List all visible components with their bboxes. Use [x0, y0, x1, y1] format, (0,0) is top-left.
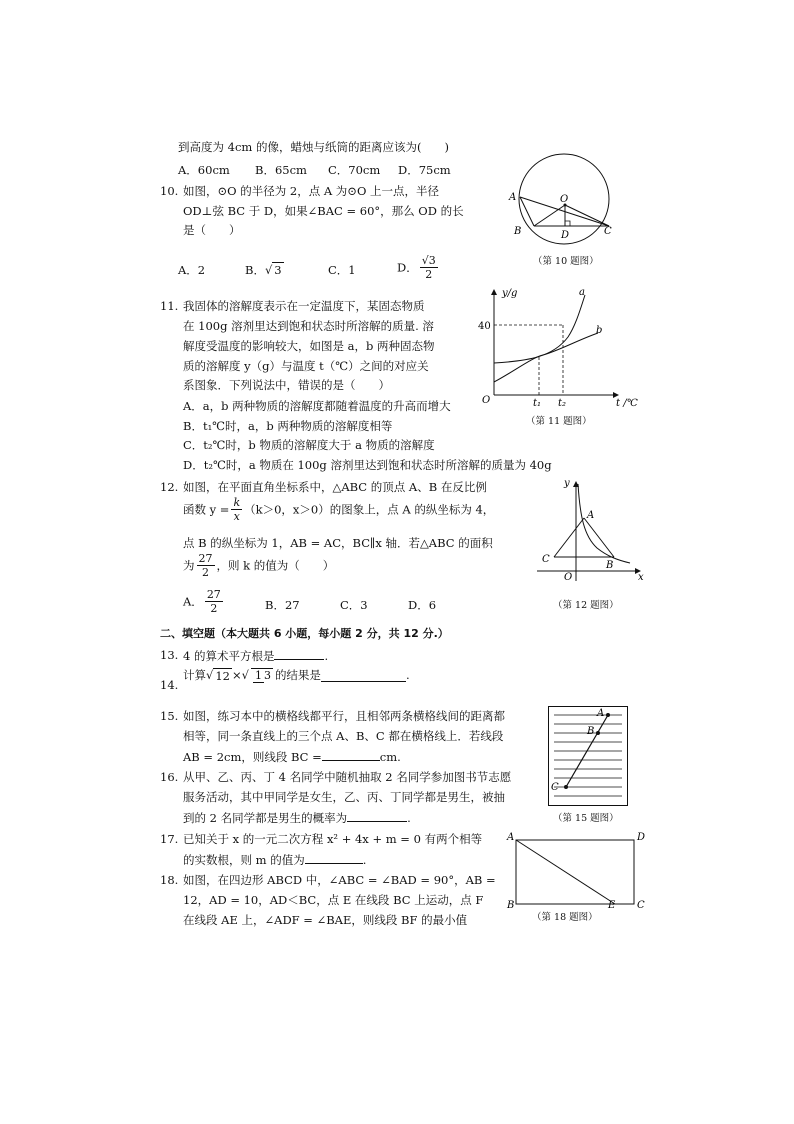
q13-text-pre: 4 的算术平方根是 [183, 649, 275, 663]
q16-line3-pre: 到的 2 名同学都是男生的概率为 [183, 811, 348, 825]
q10-option-b: B．√ 3 [245, 263, 282, 277]
q12-label-b: B [606, 560, 614, 571]
q13-text [183, 647, 328, 664]
q12-line1: 如图，在平面直角坐标系中，△ABC 的顶点 A、B 在反比例 [183, 480, 487, 494]
q12-caption: （第 12 题图） [553, 600, 619, 611]
q14-text: 计算√ 12 ×√ 1 3 的结果是 . [183, 668, 410, 683]
q17-line2-pre: 的实数根，则 m 的值为 [183, 853, 305, 867]
q10-figure [508, 168, 648, 248]
q9-line: 到高度为 4cm 的像，蜡烛与纸筒的距离应该为( ) [178, 140, 449, 154]
q17-line2-post: . [362, 853, 367, 867]
q11-label-b: b [596, 325, 603, 336]
q10-option-b-radicand: 3 [274, 263, 282, 277]
q16-line3 [183, 809, 411, 826]
q17-line1: 已知关于 x 的一元二次方程 x² + 4x + m = 0 有两个相等 [183, 832, 483, 846]
q11-label-40: 40 [478, 321, 491, 332]
q10-option-c: C．1 [328, 263, 356, 277]
q15-line3 [183, 748, 401, 765]
q16-line3-post: . [407, 811, 411, 825]
q10-option-d-numerator: √3 [421, 254, 436, 267]
q10-option-b-label: B． [245, 263, 265, 277]
q12-line3: 点 B 的纵坐标为 1，AB = AC，BC∥x 轴．若△ABC 的面积 [183, 536, 493, 550]
q14-number: 14. [160, 678, 179, 692]
q18-line1: 如图，在四边形 ABCD 中，∠ABC = ∠BAD = 90°，AB = [183, 873, 496, 887]
section-title-fill-in: 二、填空题（本大题共 6 小题，每小题 2 分，共 12 分.） [160, 627, 449, 640]
q11-xlabel: t /℃ [616, 398, 638, 409]
q11-label-a: a [579, 287, 585, 298]
q9-option-d: D．75cm [398, 163, 451, 177]
q15-number: 15. [160, 709, 179, 723]
q13-number: 13. [160, 648, 179, 662]
q12-line4-numerator: 27 [198, 552, 213, 565]
q12-line2-pre: 函数 y = [183, 502, 230, 517]
q15-label-c: C [551, 782, 559, 793]
q12-line4-post: ，则 k 的值为（ ） [216, 558, 335, 573]
q10-option-a: A．2 [178, 263, 206, 277]
q9-option-a: A．60cm [178, 163, 230, 177]
q16-number: 16. [160, 770, 179, 784]
q12-label-y: y [564, 478, 570, 489]
q12-figure [532, 476, 647, 586]
q11-origin: O [482, 395, 491, 406]
q18-caption: （第 18 题图） [532, 912, 598, 923]
q10-label-a: A [509, 192, 517, 203]
q18-figure [505, 830, 650, 910]
q14-radicand: 12 [215, 668, 230, 683]
q15-line1: 如图，练习本中的横格线都平行，且相邻两条横格线间的距离都 [183, 709, 505, 723]
q9-option-b: B．65cm [255, 163, 307, 177]
q11-curve-b [494, 333, 598, 382]
q18-line3: 在线段 AE 上，∠ADF = ∠BAE，则线段 BF 的最小值 [183, 913, 468, 927]
q14-frac-numerator: 1 [254, 668, 262, 682]
q9-option-c: C．70cm [328, 163, 381, 177]
q11-label-t1: t₁ [533, 398, 542, 409]
q18-label-b: B [507, 900, 515, 911]
q15-label-b: B [587, 726, 595, 737]
q10-label-d: D [561, 230, 570, 241]
q18-label-d: D [637, 832, 646, 843]
q10-option-d-denominator: 2 [425, 268, 433, 281]
q12-label-c: C [542, 554, 550, 565]
q15-answer-blank[interactable] [322, 748, 380, 761]
q13-answer-blank[interactable] [274, 647, 324, 660]
q14-text-post: 的结果是 [274, 668, 321, 682]
q12-option-d: D．6 [408, 598, 437, 612]
q18-line2: 12，AD = 10，AD＜BC，点 E 在线段 BC 上运动，点 F [183, 893, 484, 907]
q11-option-a: A．a，b 两种物质的溶解度都随着温度的升高而增大 [183, 399, 451, 413]
q15-line3-post: cm. [379, 750, 401, 764]
q11-number: 11. [160, 299, 179, 313]
q15-line3-pre: AB = 2cm，则线段 BC = [183, 750, 322, 764]
q16-answer-blank[interactable] [347, 809, 407, 822]
q14-text-pre: 计算 [183, 668, 206, 682]
q10-label-o: O [560, 194, 569, 205]
q12-option-a-label: A． [183, 594, 203, 609]
q11-option-c: C．t₂℃时，b 物质的溶解度大于 a 物质的溶解度 [183, 438, 435, 452]
q18-label-a: A [507, 832, 515, 843]
q12-line2 [183, 496, 494, 523]
q18-label-e: E [608, 900, 616, 911]
q13-text-post: . [324, 649, 329, 663]
q11-curve-a [494, 295, 585, 363]
q14-answer-blank[interactable] [321, 669, 406, 682]
q17-answer-blank[interactable] [305, 851, 363, 864]
q14-end: . [405, 668, 410, 682]
q12-option-a-numerator: 27 [206, 588, 221, 601]
q11-line5: 系图象．下列说法中，错误的是（ ） [183, 378, 390, 392]
q11-line3: 解度受温度的影响较大，如图是 a，b 两种固态物 [183, 339, 435, 353]
q12-line4-denominator: 2 [202, 566, 209, 579]
q12-option-c: C．3 [340, 598, 368, 612]
q10-caption: （第 10 题图） [533, 256, 599, 267]
q11-caption: （第 11 题图） [526, 416, 592, 427]
q11-label-t2: t₂ [558, 398, 567, 409]
q10-option-d [397, 254, 440, 281]
q14-frac-denominator: 3 [263, 668, 271, 682]
q10-label-b: B [514, 226, 522, 237]
q11-figure [478, 285, 648, 410]
q18-number: 18. [160, 873, 179, 887]
q12-label-x: x [638, 572, 644, 583]
q11-line2: 在 100g 溶剂里达到饱和状态时所溶解的质量. 溶 [183, 319, 434, 333]
q10-option-d-label: D． [397, 260, 418, 275]
q12-line2-numerator: k [233, 496, 241, 509]
q12-option-b: B．27 [265, 598, 300, 612]
q10-label-c: C [604, 226, 612, 237]
q12-option-a [183, 588, 225, 615]
q12-line2-denominator: x [233, 510, 240, 523]
q12-line4 [183, 552, 334, 579]
q10-number: 10. [160, 184, 179, 198]
q11-line4: 质的溶解度 y（g）与温度 t（℃）之间的对应关 [183, 359, 429, 373]
q18-label-c: C [637, 900, 645, 911]
q14-times: × [231, 668, 242, 682]
q10-line1: 如图，⊙O 的半径为 2，点 A 为⊙O 上一点，半径 [183, 184, 440, 198]
q16-line2: 服务活动，其中甲同学是女生，乙、丙、丁同学都是男生，被抽 [183, 790, 505, 804]
q17-line2 [183, 851, 366, 868]
q15-line2: 相等，同一条直线上的三个点 A、B、C 都在横格线上．若线段 [183, 729, 504, 743]
q12-hyperbola [578, 484, 630, 563]
q12-number: 12. [160, 480, 179, 494]
q15-figure [548, 706, 628, 806]
q17-number: 17. [160, 832, 179, 846]
q11-option-b: B．t₁℃时，a，b 两种物质的溶解度相等 [183, 419, 393, 433]
q12-option-a-denominator: 2 [210, 602, 218, 615]
q11-ylabel: y/g [502, 288, 518, 299]
q16-line1: 从甲、乙、丙、丁 4 名同学中随机抽取 2 名同学参加图书节志愿 [183, 770, 512, 784]
q15-label-a: A [597, 708, 605, 719]
q11-option-d: D．t₂℃时，a 物质在 100g 溶剂里达到饱和状态时所溶解的质量为 40g [183, 458, 552, 472]
q15-caption: （第 15 题图） [553, 813, 619, 824]
q12-label-o: O [564, 572, 573, 583]
q10-line2: OD⊥弦 BC 于 D，如果∠BAC = 60°，那么 OD 的长 [183, 204, 464, 218]
q11-line1: 我固体的溶解度表示在一定温度下，某固态物质 [183, 299, 425, 313]
q10-line3: 是（ ） [183, 223, 241, 237]
q12-line4-pre: 为 [183, 558, 195, 573]
q12-label-a: A [587, 510, 595, 521]
q12-line2-post: （k＞0，x＞0）的图象上，点 A 的纵坐标为 4， [244, 502, 495, 517]
